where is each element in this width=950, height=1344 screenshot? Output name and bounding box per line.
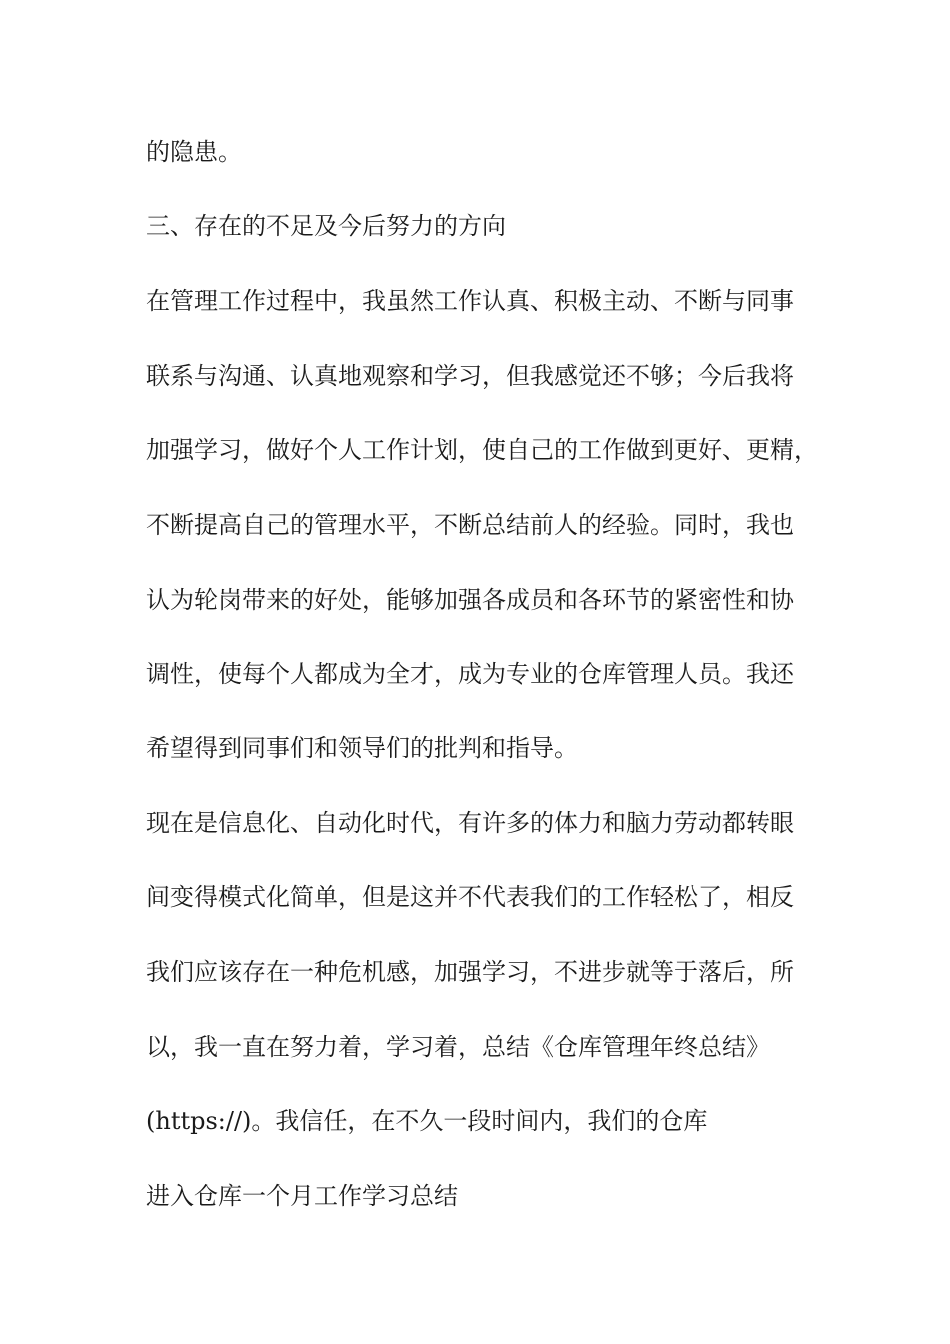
paragraph-line: 我们应该存在一种危机感，加强学习，不进步就等于落后，所 [146,958,794,986]
paragraph-line: 的隐患。 [146,138,242,166]
paragraph-line: 不断提高自己的管理水平，不断总结前人的经验。同时，我也 [146,511,794,539]
paragraph-line: 联系与沟通、认真地观察和学习，但我感觉还不够；今后我将 [146,362,794,390]
paragraph-line: 以，我一直在努力着，学习着，总结《仓库管理年终总结》 [146,1033,770,1061]
document-title: 进入仓库一个月工作学习总结 [146,1182,458,1210]
paragraph-line: 现在是信息化、自动化时代，有许多的体力和脑力劳动都转眼 [146,809,794,837]
paragraph-line: 加强学习，做好个人工作计划，使自己的工作做到更好、更精， [146,436,818,464]
paragraph-line: 在管理工作过程中，我虽然工作认真、积极主动、不断与同事 [146,287,794,315]
paragraph-line: 间变得模式化简单，但是这并不代表我们的工作轻松了，相反 [146,883,794,911]
section-heading: 三、存在的不足及今后努力的方向 [146,212,506,240]
paragraph-line: 认为轮岗带来的好处，能够加强各成员和各环节的紧密性和协 [146,586,794,614]
paragraph-line: 希望得到同事们和领导们的批判和指导。 [146,734,578,762]
paragraph-line: (https://)。我信任，在不久一段时间内，我们的仓库 [146,1107,708,1135]
paragraph-line: 调性，使每个人都成为全才，成为专业的仓库管理人员。我还 [146,660,794,688]
